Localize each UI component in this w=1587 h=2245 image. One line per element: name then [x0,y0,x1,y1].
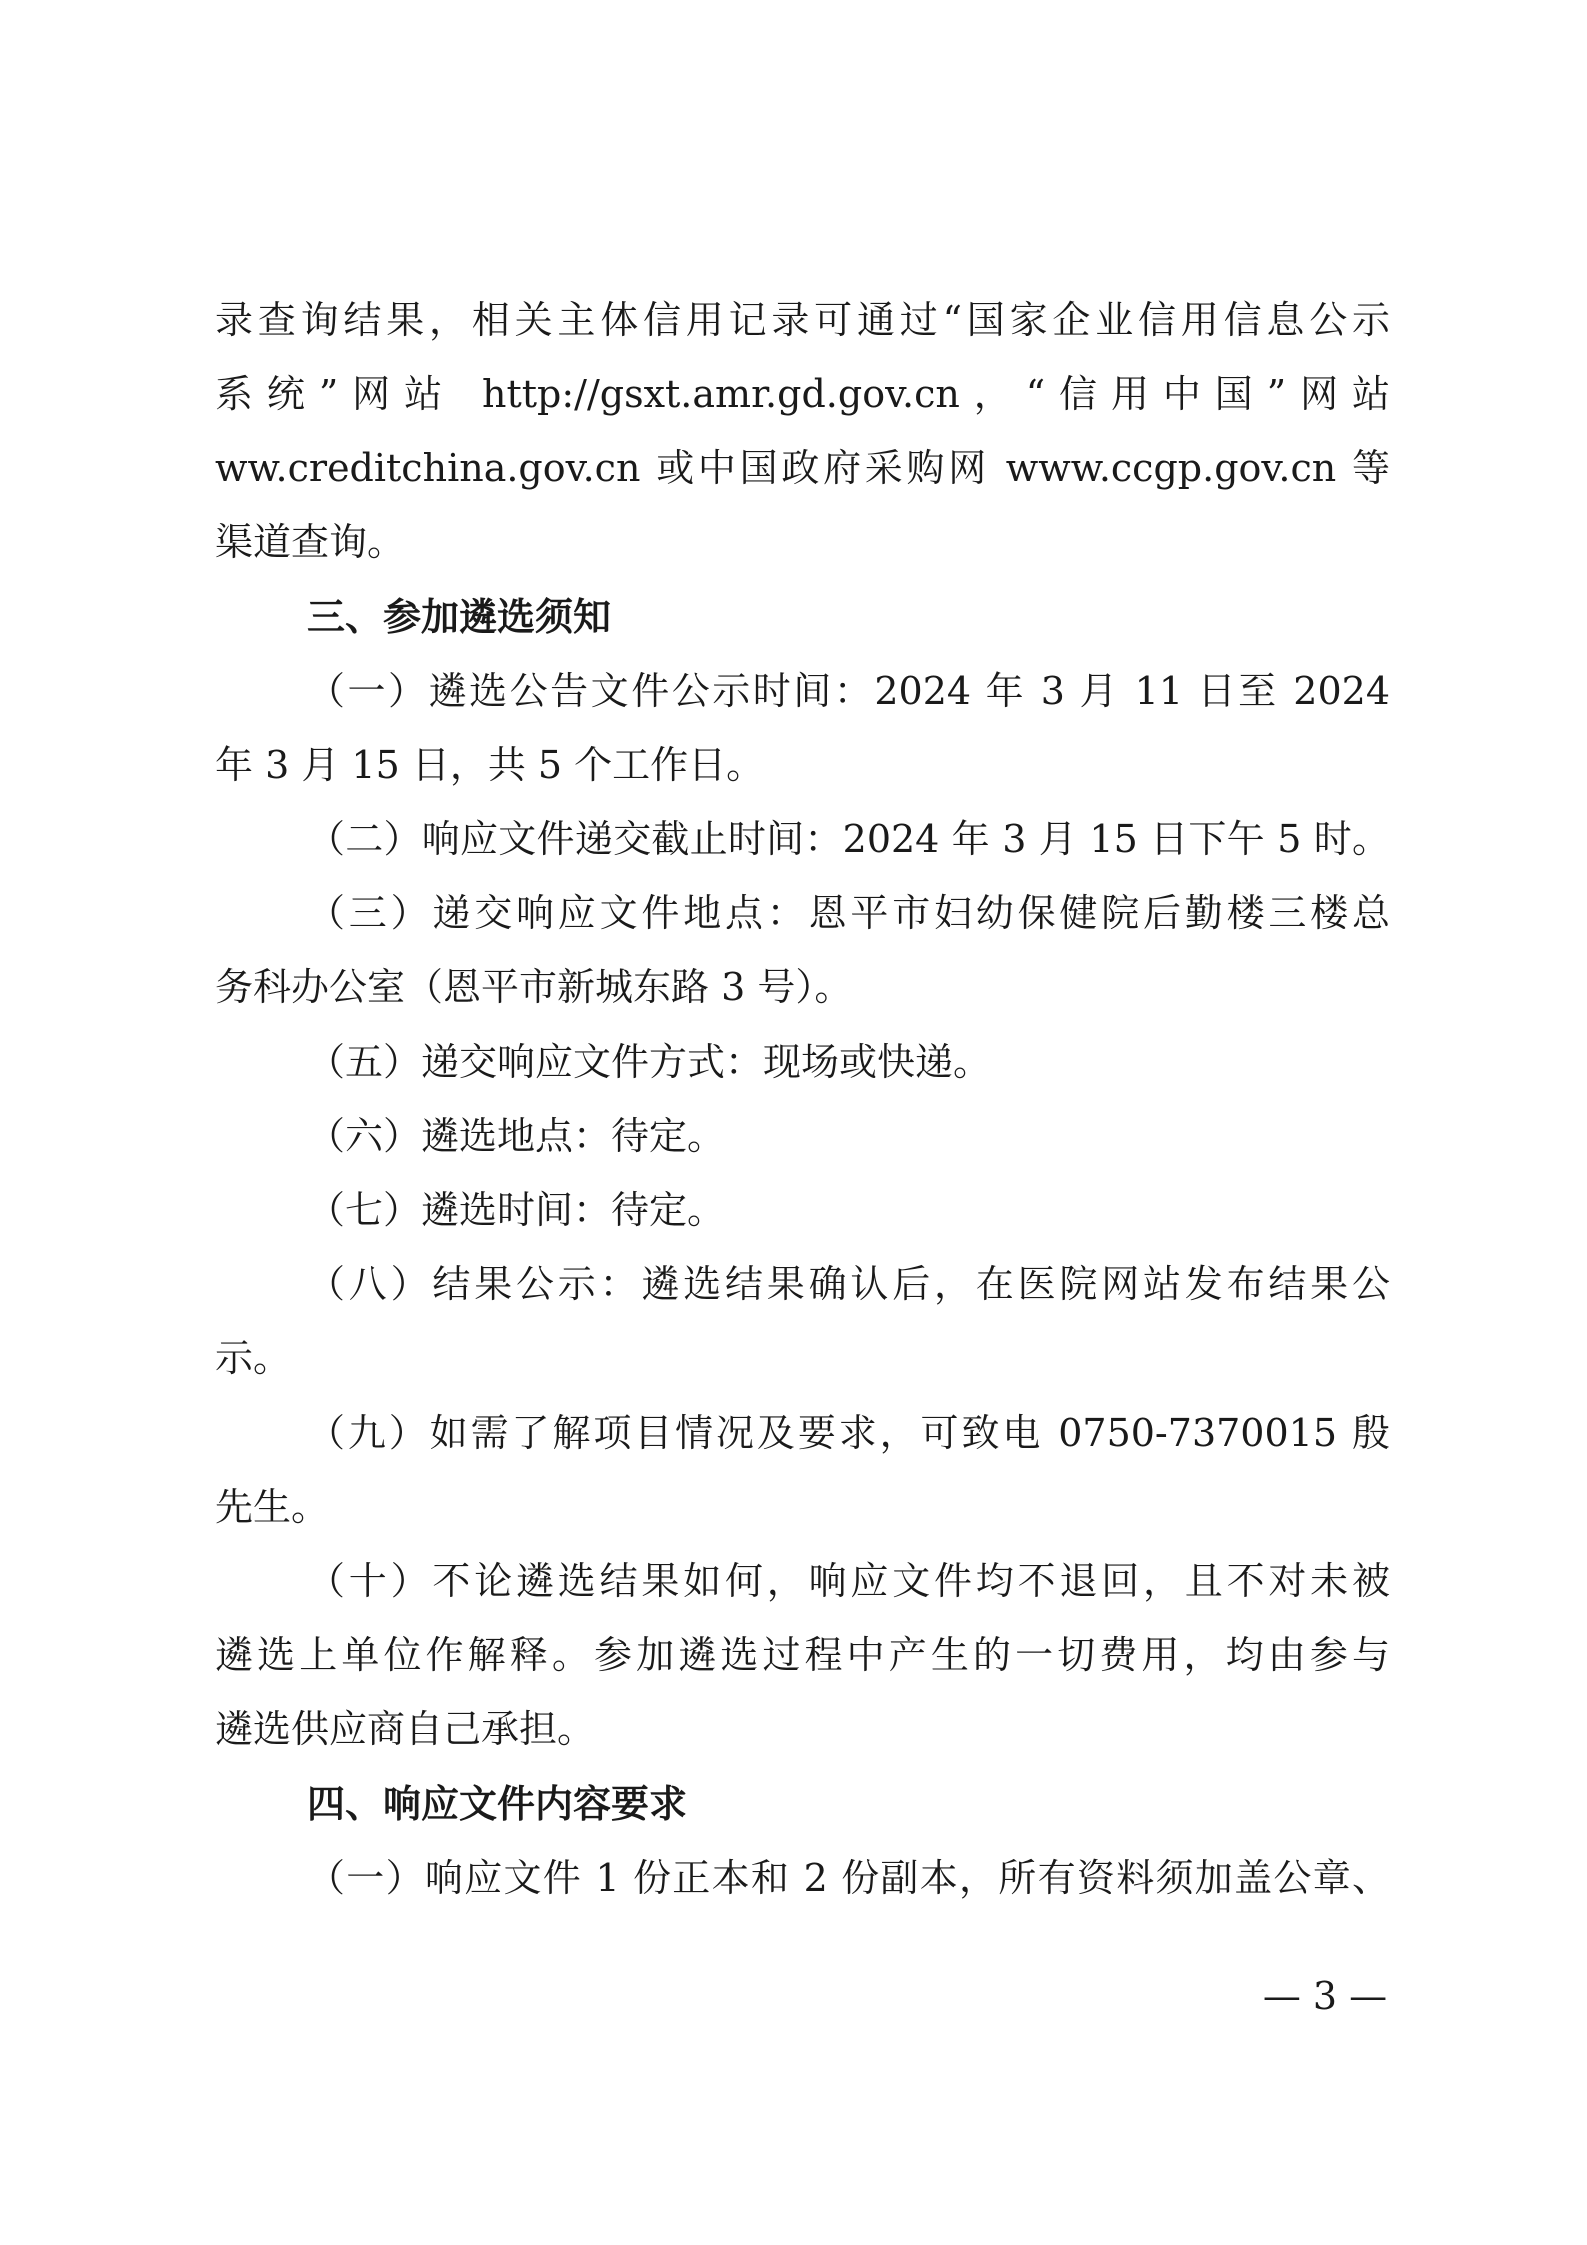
paragraph-line: （一）遴选公告文件公示时间：2024 年 3 月 11 日至 2024 [307,669,1390,713]
paragraph-line: 系统”网站 http://gsxt.amr.gd.gov.cn，“信用中国”网站 [215,372,1390,416]
page-number: — 3 — [1262,1974,1388,2018]
paragraph-line: 遴选供应商自己承担。 [215,1707,596,1751]
paragraph-line: （六）遴选地点：待定。 [307,1114,726,1158]
paragraph-line: 务科办公室（恩平市新城东路 3 号）。 [215,965,853,1009]
paragraph-line: 录查询结果，相关主体信用记录可通过“国家企业信用信息公示 [215,298,1390,342]
paragraph-line: （十）不论遴选结果如何，响应文件均不退回，且不对未被 [307,1559,1390,1603]
paragraph-line: 先生。 [215,1485,330,1529]
paragraph-line: （九）如需了解项目情况及要求，可致电 0750-7370015 殷 [307,1411,1390,1455]
paragraph-line: ww.creditchina.gov.cn 或中国政府采购网 www.ccgp.gov.cn 等 [215,446,1390,490]
paragraph-line: （一）响应文件 1 份正本和 2 份副本，所有资料须加盖公章、 [307,1856,1390,1900]
paragraph-line: 年 3 月 15 日，共 5 个工作日。 [215,743,765,787]
section-heading: 四、响应文件内容要求 [307,1782,688,1826]
section-heading: 三、参加遴选须知 [307,595,612,639]
paragraph-line: （七）遴选时间：待定。 [307,1188,726,1232]
paragraph-line: （八）结果公示：遴选结果确认后，在医院网站发布结果公 [307,1262,1390,1306]
paragraph-line: （三）递交响应文件地点：恩平市妇幼保健院后勤楼三楼总 [307,891,1390,935]
paragraph-line: 渠道查询。 [215,520,406,564]
paragraph-line: 示。 [215,1336,292,1380]
paragraph-line: （二）响应文件递交截止时间：2024 年 3 月 15 日下午 5 时。 [307,817,1390,861]
paragraph-line: （五）递交响应文件方式：现场或快递。 [307,1040,992,1084]
paragraph-line: 遴选上单位作解释。参加遴选过程中产生的一切费用，均由参与 [215,1633,1390,1677]
